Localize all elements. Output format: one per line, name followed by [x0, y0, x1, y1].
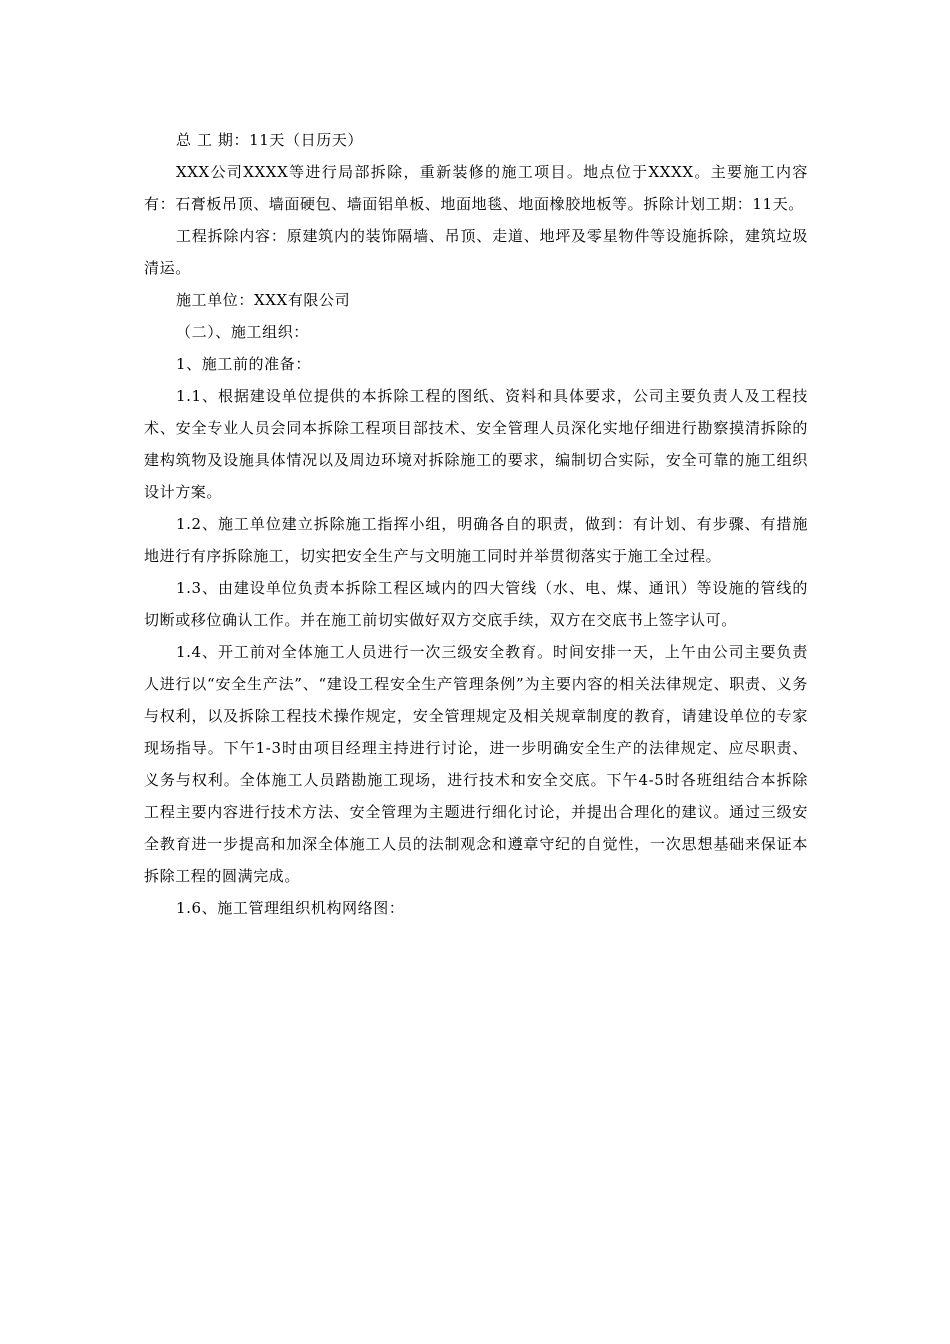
project-info-paragraph: XXX公司XXXX等进行局部拆除，重新装修的施工项目。地点位于XXXX。主要施工内容有：石膏板吊顶、墙面硬包、墙面铝单板、地面地毯、地面橡胶地板等。拆除计划工期：11天。: [144, 163, 808, 213]
demolition-scope-paragraph: 工程拆除内容：原建筑内的装饰隔墙、吊顶、走道、地坪及零星物件等设施拆除，建筑垃圾清运。: [144, 227, 808, 277]
item-1-4-paragraph: 1.4、开工前对全体施工人员进行一次三级安全教育。时间安排一天，上午由公司主要负责人进行以“安全生产法”、“建设工程安全生产管理条例”为主要内容的相关法律规定、职责、义务与权利，以及拆除工程技术操作规定，安全管理规定及相关规章制度的教育，请建设单位的专家现场指导。下午1-3时由项目经理主持进行讨论，进一步明确安全生产的法律规定、应尽职责、义务与权利。全体施工人员踏勘施工现场，进行技术和安全交底。下午4-5时各班组结合本拆除工程主要内容进行技术方法、安全管理为主题进行细化讨论，并提出合理化的建议。通过三级安全教育进一步提高和加深全体施工人员的法制观念和遵章守纪的自觉性，一次思想基础来保证本拆除工程的圆满完成。: [144, 643, 808, 885]
contractor-line: 施工单位：XXX有限公司: [176, 291, 351, 309]
item-1-3-paragraph: 1.3、由建设单位负责本拆除工程区域内的四大管线（水、电、煤、通讯）等设施的管线的切断或移位确认工作。并在施工前切实做好双方交底手续，双方在交底书上签字认可。: [144, 579, 808, 629]
item-1-6-line: 1.6、施工管理组织机构网络图：: [176, 899, 405, 917]
section-heading-construction-organization: （二）、施工组织：: [176, 323, 309, 341]
preparation-heading: 1、施工前的准备：: [176, 355, 311, 373]
total-period-line: 总 工 期：11天（日历天）: [176, 131, 364, 149]
document-body: [144, 124, 808, 924]
item-1-2-paragraph: 1.2、施工单位建立拆除施工指挥小组，明确各自的职责，做到：有计划、有步骤、有措施地进行有序拆除施工，切实把安全生产与文明施工同时并举贯彻落实于施工全过程。: [144, 515, 808, 565]
item-1-1-paragraph: 1.1、根据建设单位提供的本拆除工程的图纸、资料和具体要求，公司主要负责人及工程技术、安全专业人员会同本拆除工程项目部技术、安全管理人员深化实地仔细进行勘察摸清拆除的建构筑物及设施具体情况以及周边环境对拆除施工的要求，编制切合实际，安全可靠的施工组织设计方案。: [144, 387, 808, 501]
